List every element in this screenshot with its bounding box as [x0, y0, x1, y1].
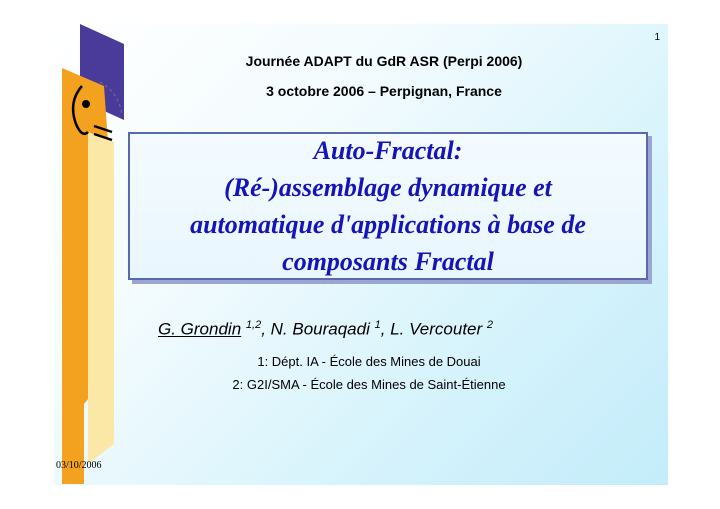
affiliation-1: 1: Dépt. IA - École des Mines de Douai	[257, 354, 481, 369]
affiliation-2: 2: G2I/SMA - École des Mines de Saint-Étienne	[232, 377, 506, 392]
author-1-name: G. Grondin	[158, 319, 242, 339]
page-number: 1	[654, 32, 660, 43]
author-separator: ,	[261, 319, 271, 339]
presentation-title	[190, 132, 586, 280]
event-date-place: 3 octobre 2006 – Perpignan, France	[266, 83, 502, 99]
title-line-2: (Ré-)assemblage dynamique et	[224, 173, 552, 202]
author-2-name: N. Bouraqadi	[270, 319, 370, 339]
author-2-affiliation: 1	[374, 319, 381, 331]
author-1-affiliation: 1,2	[245, 319, 262, 331]
title-box	[128, 132, 648, 280]
event-title: Journée ADAPT du GdR ASR (Perpi 2006)	[245, 53, 523, 69]
slide	[54, 24, 668, 485]
author-3-name: L. Vercouter	[390, 319, 483, 339]
title-line-1: Auto-Fractal:	[313, 136, 463, 165]
author-separator: ,	[380, 319, 391, 339]
school-logo-icon	[54, 24, 134, 485]
author-3-affiliation: 2	[486, 319, 494, 331]
title-line-3: automatique d'applications à base de	[190, 210, 586, 239]
footer-date: 03/10/2006	[56, 460, 102, 471]
author-list	[158, 319, 598, 340]
title-line-4: composants Fractal	[282, 247, 494, 276]
